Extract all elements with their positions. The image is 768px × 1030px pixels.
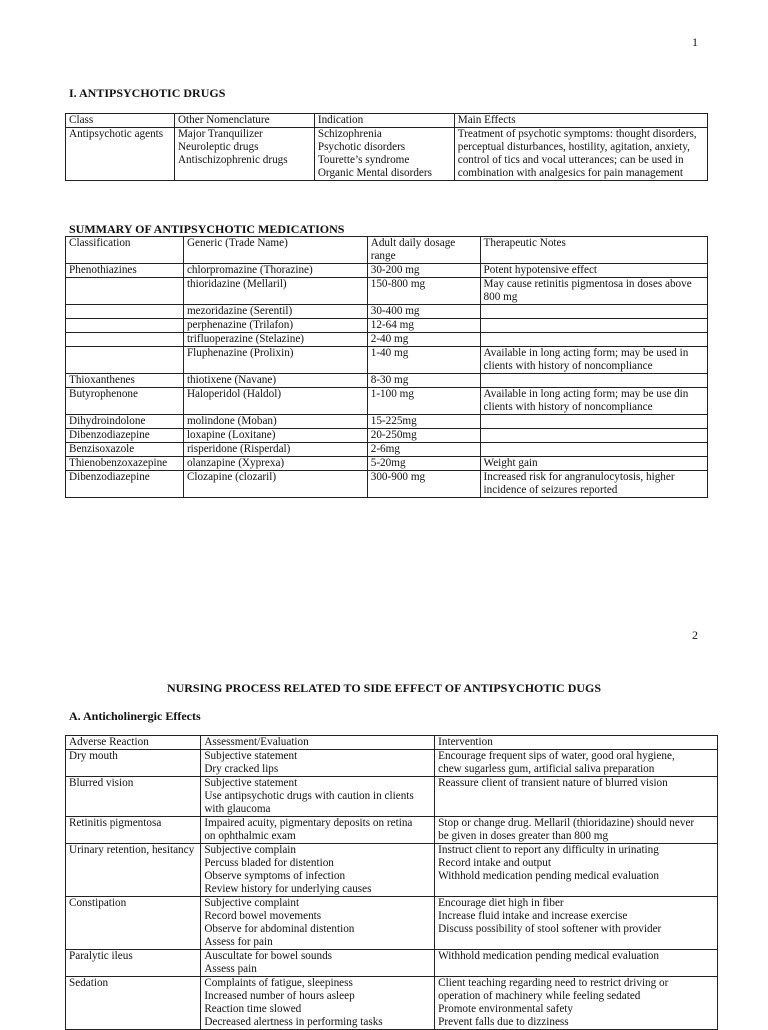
intervention-line: chew sugarless gum, artificial saliva preparation xyxy=(438,763,655,775)
assessment-cell xyxy=(201,977,435,1030)
intervention-cell xyxy=(435,750,718,777)
generic-name-text: thiotixene (Navane) xyxy=(186,374,277,386)
dosage-cell xyxy=(367,457,480,471)
assessment-line: Complaints of fatigue, sleepiness xyxy=(204,977,353,989)
intervention-line: Record intake and output xyxy=(438,857,551,869)
assessment-line: Impaired acuity, pigmentary deposits on retina xyxy=(204,817,413,829)
classification-cell xyxy=(66,415,184,429)
notes-cell xyxy=(480,415,707,429)
intervention-line: Increase fluid intake and increase exercise xyxy=(438,910,628,922)
intervention-line: Withhold medication pending medical evaluation xyxy=(438,950,659,962)
generic-name-text: Haloperidol (Haldol) xyxy=(186,388,282,400)
assessment-line: Increased number of hours asleep xyxy=(204,990,355,1002)
intervention-line: Discuss possibility of stool softener with provider xyxy=(438,923,662,935)
generic-name-text: thioridazine (Mellaril) xyxy=(186,278,287,290)
generic-name-text: olanzapine (Xyprexa) xyxy=(186,457,285,469)
classification-text: Butyrophenone xyxy=(69,388,138,400)
table-row xyxy=(66,374,708,388)
notes-text: Available in long acting form; may be use din clients with history of noncompliance xyxy=(483,388,689,413)
table-row xyxy=(66,388,708,415)
intervention-line: Reassure client of transient nature of blurred vision xyxy=(438,777,668,789)
notes-cell xyxy=(480,278,707,305)
class-cell xyxy=(66,128,175,181)
intervention-line: Prevent falls due to dizziness xyxy=(438,1016,569,1028)
table-row xyxy=(66,305,708,319)
classification-cell xyxy=(66,429,184,443)
classification-cell xyxy=(66,374,184,388)
notes-cell xyxy=(480,388,707,415)
intervention-line: Promote environmental safety xyxy=(438,1003,573,1015)
intervention-line: Instruct client to report any difficulty in urinating xyxy=(438,844,659,856)
header-text: Adult daily dosage range xyxy=(370,237,456,262)
assessment-line: Subjective complaint xyxy=(204,897,300,909)
effects-text: Treatment of psychotic symptoms: thought disorders, perceptual disturbances, hostility, agitation, anxiety, control of tics and vocal utterances; can be used in combination with analgesics for pain management xyxy=(457,128,697,179)
nomenclature-item: Neuroleptic drugs xyxy=(177,141,259,153)
classification-cell xyxy=(66,443,184,457)
classification-cell xyxy=(66,333,184,347)
table-row xyxy=(66,817,718,844)
table-row xyxy=(66,128,708,181)
dosage-cell xyxy=(367,415,480,429)
table-row xyxy=(66,347,708,374)
generic-name-cell xyxy=(183,305,367,319)
header-cell: Assessment/Evaluation xyxy=(201,736,435,750)
assessment-line: Use antipsychotic drugs with caution in clients xyxy=(204,790,414,802)
adverse-reaction-cell xyxy=(66,817,201,844)
notes-text: May cause retinitis pigmentosa in doses above 800 mg xyxy=(483,278,692,303)
intervention-line: operation of machinery while feeling sedated xyxy=(438,990,641,1002)
dosage-cell xyxy=(367,305,480,319)
dosage-text: 150-800 mg xyxy=(370,278,426,290)
assessment-line: with glaucoma xyxy=(204,803,271,815)
notes-cell xyxy=(480,305,707,319)
assessment-cell xyxy=(201,897,435,950)
nomenclature-item: Major Tranquilizer xyxy=(177,128,263,140)
adverse-reaction-text: Sedation xyxy=(69,977,109,989)
table-row xyxy=(66,471,708,498)
notes-cell xyxy=(480,457,707,471)
notes-text: Weight gain xyxy=(483,457,538,469)
intervention-line: Client teaching regarding need to restrict driving or xyxy=(438,977,669,989)
intervention-cell xyxy=(435,817,718,844)
header-cell: Indication xyxy=(314,114,454,128)
dosage-text: 300-900 mg xyxy=(370,471,426,483)
dosage-cell xyxy=(367,471,480,498)
assessment-cell xyxy=(201,950,435,977)
assessment-cell xyxy=(201,777,435,817)
header-cell xyxy=(367,237,480,264)
generic-name-text: trifluoperazine (Stelazine) xyxy=(186,333,305,345)
generic-name-text: Clozapine (clozaril) xyxy=(186,471,277,483)
intervention-line: Stop or change drug. Mellaril (thioridazine) should never xyxy=(438,817,695,829)
indication-item: Schizophrenia xyxy=(317,128,382,140)
notes-cell xyxy=(480,264,707,278)
adverse-reaction-cell xyxy=(66,844,201,897)
assessment-line: Percuss bladed for distention xyxy=(204,857,334,869)
dosage-text: 15-225mg xyxy=(370,415,417,427)
dosage-text: 2-6mg xyxy=(370,443,400,455)
dosage-cell xyxy=(367,264,480,278)
intervention-cell xyxy=(435,897,718,950)
notes-cell xyxy=(480,319,707,333)
table-row xyxy=(66,457,708,471)
classification-cell xyxy=(66,347,184,374)
assessment-line: Assess pain xyxy=(204,963,257,975)
header-cell: Therapeutic Notes xyxy=(480,237,707,264)
header-cell: Main Effects xyxy=(454,114,707,128)
generic-name-text: molindone (Moban) xyxy=(186,415,277,427)
assessment-line: Subjective statement xyxy=(204,777,298,789)
table-row xyxy=(66,429,708,443)
dosage-cell xyxy=(367,374,480,388)
intervention-cell xyxy=(435,950,718,977)
dosage-text: 30-200 mg xyxy=(370,264,420,276)
classification-text: Thienobenzoxazepine xyxy=(69,457,168,469)
table-row xyxy=(66,415,708,429)
table-row xyxy=(66,950,718,977)
dosage-text: 1-40 mg xyxy=(370,347,409,359)
adverse-reaction-cell xyxy=(66,897,201,950)
intervention-line: Withhold medication pending medical evaluation xyxy=(438,870,659,882)
summary-table-body xyxy=(66,264,708,498)
notes-text: Increased risk for angranulocytosis, higher incidence of seizures reported xyxy=(483,471,675,496)
assessment-line: Subjective statement xyxy=(204,750,298,762)
classification-text: Dihydroindolone xyxy=(69,415,146,427)
page-number: 2 xyxy=(692,628,698,642)
classification-cell xyxy=(66,319,184,333)
indication-item: Tourette’s syndrome xyxy=(317,154,410,166)
notes-cell xyxy=(480,347,707,374)
dosage-text: 8-30 mg xyxy=(370,374,409,386)
notes-text: Available in long acting form; may be used in clients with history of noncompliance xyxy=(483,347,689,372)
classification-text: Phenothiazines xyxy=(69,264,137,276)
dosage-cell xyxy=(367,429,480,443)
class-value: Antipsychotic agents xyxy=(69,128,164,140)
generic-name-cell xyxy=(183,429,367,443)
summary-title: SUMMARY OF ANTIPSYCHOTIC MEDICATIONS xyxy=(69,222,345,236)
adverse-reaction-cell xyxy=(66,977,201,1030)
generic-name-text: chlorpromazine (Thorazine) xyxy=(186,264,313,276)
adverse-reaction-text: Retinitis pigmentosa xyxy=(69,817,162,829)
classification-cell xyxy=(66,471,184,498)
generic-name-cell xyxy=(183,374,367,388)
assessment-cell xyxy=(201,844,435,897)
assessment-line: Observe for abdominal distention xyxy=(204,923,355,935)
notes-cell xyxy=(480,471,707,498)
assessment-line: Dry cracked lips xyxy=(204,763,279,775)
table-header-row xyxy=(66,237,708,264)
generic-name-cell xyxy=(183,457,367,471)
assessment-line: Subjective complain xyxy=(204,844,296,856)
table-row xyxy=(66,264,708,278)
classification-text: Dibenzodiazepine xyxy=(69,471,150,483)
generic-name-text: loxapine (Loxitane) xyxy=(186,429,276,441)
anticholinergic-effects-table xyxy=(65,735,718,1030)
table-row xyxy=(66,333,708,347)
dosage-cell xyxy=(367,278,480,305)
dosage-text: 30-400 mg xyxy=(370,305,420,317)
generic-name-cell xyxy=(183,264,367,278)
generic-name-text: perphenazine (Trilafon) xyxy=(186,319,294,331)
table-header-row xyxy=(66,114,708,128)
assessment-line: on ophthalmic exam xyxy=(204,830,296,842)
header-cell: Generic (Trade Name) xyxy=(183,237,367,264)
header-cell: Adverse Reaction xyxy=(66,736,201,750)
antipsychotic-summary-table xyxy=(65,236,708,498)
header-cell: Class xyxy=(66,114,175,128)
intervention-cell xyxy=(435,777,718,817)
classification-cell xyxy=(66,457,184,471)
assessment-cell xyxy=(201,750,435,777)
dosage-cell xyxy=(367,333,480,347)
dosage-text: 20-250mg xyxy=(370,429,417,441)
generic-name-cell xyxy=(183,278,367,305)
adverse-reaction-cell xyxy=(66,950,201,977)
generic-name-cell xyxy=(183,415,367,429)
antipsychotic-class-table xyxy=(65,113,708,181)
classification-cell xyxy=(66,305,184,319)
generic-name-text: mezoridazine (Serentil) xyxy=(186,305,293,317)
nomenclature-item: Antischizophrenic drugs xyxy=(177,154,288,166)
header-cell: Other Nomenclature xyxy=(174,114,314,128)
assessment-line: Record bowel movements xyxy=(204,910,322,922)
table-row xyxy=(66,443,708,457)
classification-cell xyxy=(66,264,184,278)
section-title: I. ANTIPSYCHOTIC DRUGS xyxy=(69,86,226,100)
notes-cell xyxy=(480,443,707,457)
intervention-cell xyxy=(435,844,718,897)
assessment-line: Review history for underlying causes xyxy=(204,883,372,895)
classification-cell xyxy=(66,278,184,305)
adverse-reaction-text: Blurred vision xyxy=(69,777,134,789)
intervention-line: be given in doses greater than 800 mg xyxy=(438,830,609,842)
dosage-text: 12-64 mg xyxy=(370,319,414,331)
generic-name-cell xyxy=(183,347,367,374)
dosage-cell xyxy=(367,319,480,333)
section-subtitle: A. Anticholinergic Effects xyxy=(69,709,201,723)
intervention-line: Encourage frequent sips of water, good oral hygiene, xyxy=(438,750,675,762)
notes-cell xyxy=(480,374,707,388)
page-number: 1 xyxy=(692,35,698,49)
dosage-text: 1-100 mg xyxy=(370,388,414,400)
notes-cell xyxy=(480,333,707,347)
table-row xyxy=(66,897,718,950)
table-row xyxy=(66,977,718,1030)
header-cell: Intervention xyxy=(435,736,718,750)
dosage-cell xyxy=(367,443,480,457)
generic-name-text: risperidone (Risperdal) xyxy=(186,443,291,455)
assessment-line: Auscultate for bowel sounds xyxy=(204,950,333,962)
indication-item: Psychotic disorders xyxy=(317,141,406,153)
indication-item: Organic Mental disorders xyxy=(317,167,432,179)
classification-text: Benzisoxazole xyxy=(69,443,135,455)
assessment-cell xyxy=(201,817,435,844)
assessment-line: Observe symptoms of infection xyxy=(204,870,346,882)
intervention-line: Encourage diet high in fiber xyxy=(438,897,564,909)
adverse-reaction-cell xyxy=(66,750,201,777)
dosage-text: 2-40 mg xyxy=(370,333,409,345)
adverse-reaction-text: Paralytic ileus xyxy=(69,950,133,962)
effects-cell xyxy=(454,128,707,181)
assessment-line: Reaction time slowed xyxy=(204,1003,302,1015)
nomenclature-cell xyxy=(174,128,314,181)
generic-name-cell xyxy=(183,443,367,457)
dosage-text: 5-20mg xyxy=(370,457,406,469)
adverse-reaction-text: Constipation xyxy=(69,897,127,909)
generic-name-cell xyxy=(183,333,367,347)
effects-table-body xyxy=(66,750,718,1030)
table-row xyxy=(66,844,718,897)
table-row xyxy=(66,777,718,817)
dosage-cell xyxy=(367,388,480,415)
assessment-line: Decreased alertness in performing tasks xyxy=(204,1016,383,1028)
intervention-cell xyxy=(435,977,718,1030)
generic-name-cell xyxy=(183,471,367,498)
notes-cell xyxy=(480,429,707,443)
indication-cell xyxy=(314,128,454,181)
generic-name-cell xyxy=(183,319,367,333)
adverse-reaction-text: Dry mouth xyxy=(69,750,118,762)
table-row xyxy=(66,278,708,305)
table-row xyxy=(66,319,708,333)
classification-text: Thioxanthenes xyxy=(69,374,135,386)
table-row xyxy=(66,750,718,777)
assessment-line: Assess for pain xyxy=(204,936,273,948)
notes-text: Potent hypotensive effect xyxy=(483,264,598,276)
adverse-reaction-text: Urinary retention, hesitancy xyxy=(69,844,195,856)
dosage-cell xyxy=(367,347,480,374)
classification-text: Dibenzodiazepine xyxy=(69,429,150,441)
header-cell: Classification xyxy=(66,237,184,264)
adverse-reaction-cell xyxy=(66,777,201,817)
classification-cell xyxy=(66,388,184,415)
table-header-row xyxy=(66,736,718,750)
page-title: NURSING PROCESS RELATED TO SIDE EFFECT OF ANTIPSYCHOTIC DUGS xyxy=(166,681,602,695)
generic-name-cell xyxy=(183,388,367,415)
generic-name-text: Fluphenazine (Prolixin) xyxy=(186,347,294,359)
